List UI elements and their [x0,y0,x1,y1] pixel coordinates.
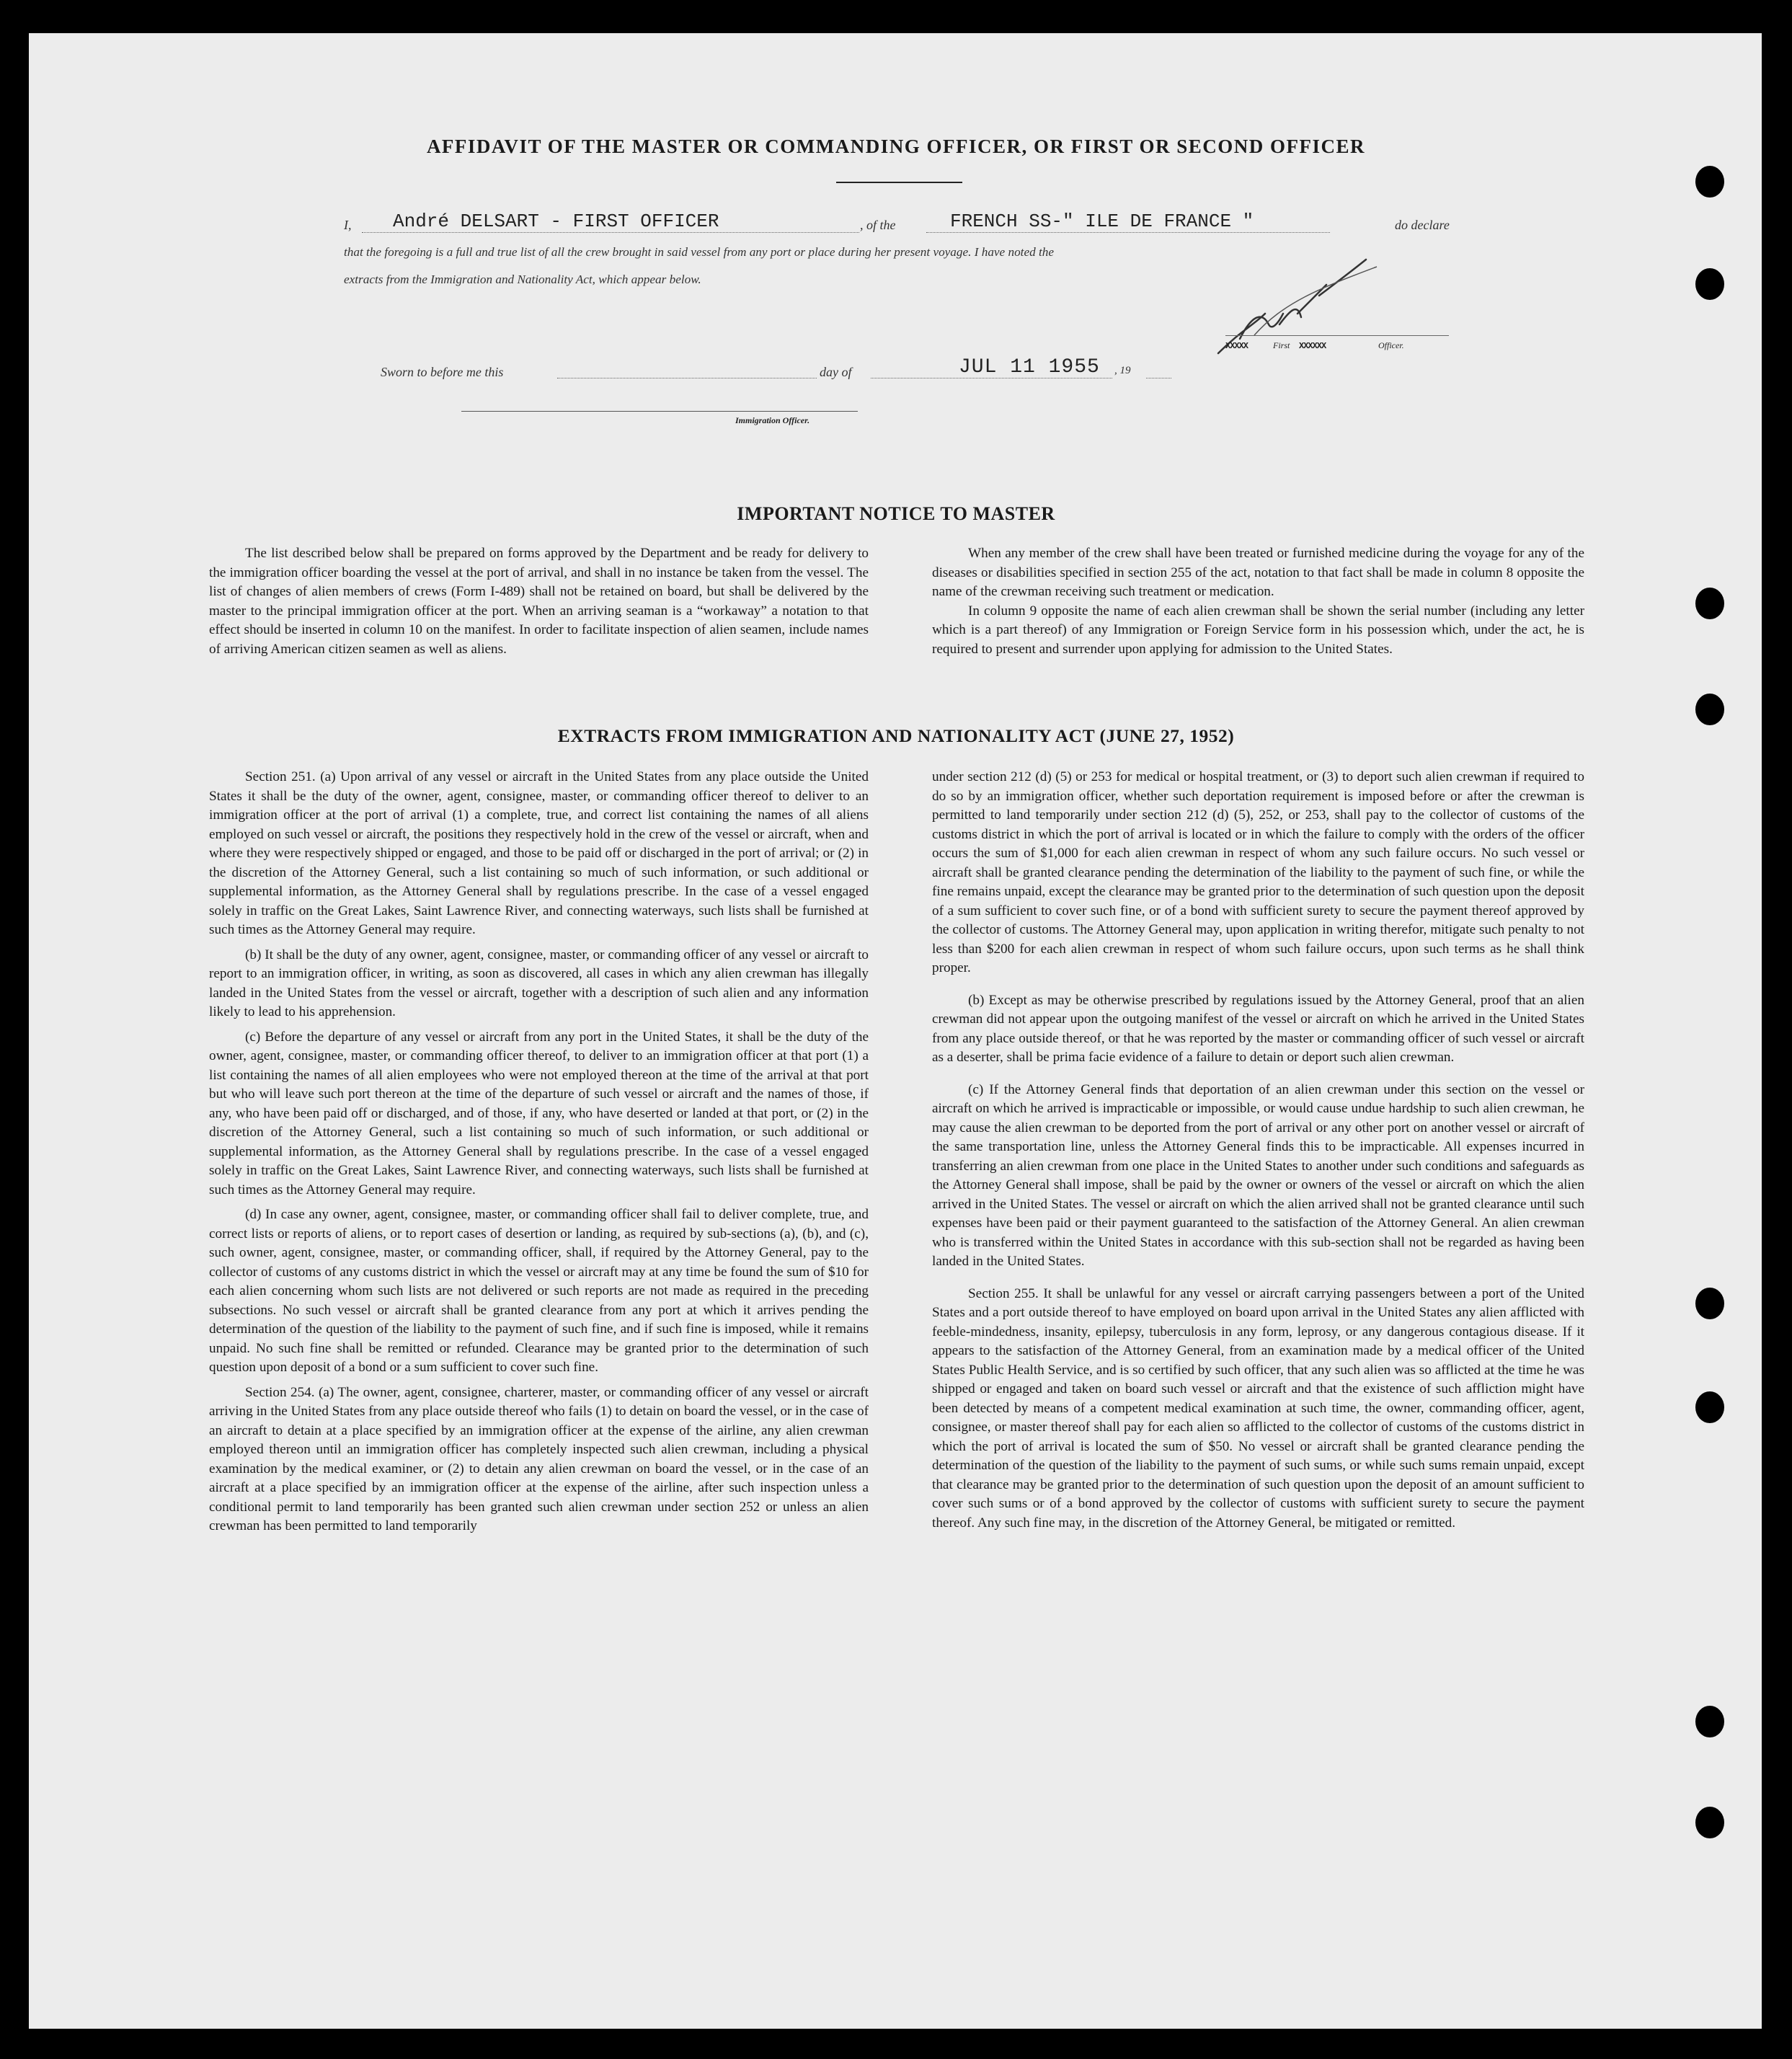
declaration-prefix: I, [344,218,352,232]
vessel-name: FRENCH SS-" ILE DE FRANCE " [950,211,1254,232]
immigration-officer-line [461,411,858,412]
punch-hole [1695,268,1724,300]
do-declare-label: do declare [1395,218,1450,232]
notice-left-column [209,544,869,665]
first-label: First [1273,340,1290,350]
section-251-d: (d) In case any owner, agent, consignee, master, or commanding officer shall fail to deliver complete, true, and correct lists or reports of aliens, or to report cases of desertion or landing, as required by sub-sections (a), (b), and (c), such owner, agent, consignee, master, or commanding officer, shall, if required by the Attorney General, pay to the collector of customs of any customs district in which the vessel or aircraft may at any time be found the sum of $10 for each alien concerning whom such lists are not delivered or such reports are not made as required in the preceding subsections. No such vessel or aircraft shall be granted clearance from any port at which it arrives pending the determination of the question of the liability to the payment of such fine, and if such fine is imposed, while it remains unpaid. No such fine shall be remitted or refunded. Clearance may be granted prior to the determination of such question upon deposit of a bond or a sum sufficient to cover such fine. [209,1207,869,1375]
punch-hole [1695,1391,1724,1423]
notice-left-paragraph: The list described below shall be prepared on forms approved by the Department and be ready for delivery to the immigration officer boarding the vessel at the port of arrival, and shall in no instance be taken from the vessel. The list of changes of alien members of crews (Form I-489) shall not be retained on board, but shall be delivered by the master to the principal immigration officer at the port. When an arriving seaman is a “workaway” a notation to that effect should be inserted in column 10 on the manifest. In order to facilitate inspection of alien seamen, include names of arriving American citizen seamen as well as aliens. [209,546,869,657]
officer-label: Officer. [1378,340,1404,350]
section-251-a: Section 251. (a) Upon arrival of any vessel or aircraft in the United States from any place outside the United States it shall be the duty of the owner, agent, consignee, master, or commanding officer thereof to deliver to an immigration officer at the port of arrival (1) a complete, true, and correct list containing the names of all aliens employed on such vessel or aircraft, the positions they respectively hold in the crew of the vessel or aircraft, when and where they were respectively shipped or engaged, and those to be paid off or discharged in the port of arrival; or (2) in the discretion of the Attorney General, such a list containing so much of such information, or such additional or supplemental information, as the Attorney General shall by regulations prescribe. In the case of a vessel engaged solely in traffic on the Great Lakes, Saint Lawrence River, and connecting waterways, such lists shall be furnished at such times as the Attorney General may require. [209,769,869,937]
punch-hole [1695,694,1724,725]
punch-hole [1695,1288,1724,1319]
sworn-label: Sworn to before me this [381,365,504,379]
section-251-b: (b) It shall be the duty of any owner, agent, consignee, master, or commanding officer of any vessel or aircraft to report to an immigration officer, in writing, as soon as discovered, all cases in which any alien crewman has illegally landed in the United States from the vessel or aircraft, together with a description of such alien and any information likely to lead to his apprehension. [209,947,869,1019]
day-of-label: day of [820,365,852,379]
punch-hole [1695,588,1724,619]
section-255: Section 255. It shall be unlawful for any vessel or aircraft carrying passengers between a port of the United States and a port outside thereof to have employed on board upon arrival in the United States any alien afflicted with feeble-mindedness, insanity, epilepsy, tuberculosis in any form, leprosy, or any dangerous contagious disease. If it appears to the satisfaction of the Attorney General, from an examination made by a medical officer of the United States Public Health Service, and is so certified by such officer, that any such alien was so afflicted at the time he was shipped or engaged and taken on board such vessel or aircraft and that the existence of such affliction might have been detected by means of a competent medical examination at such time, the owner, commanding officer, agent, consignee, or master thereof shall pay for each alien so afflicted to the collector of customs of the customs district in which the port of arrival is located the sum of $50. No vessel or aircraft shall be granted clearance pending the determination of the question of the liability to the payment of such sums, or while such sums remain unpaid, except that clearance may be granted prior to the determination of such question upon the deposit of an amount sufficient to cover such sums or of a bond approved by the collector of customs with sufficient surety to secure the payment thereof. Any such fine may, in the discretion of the Attorney General, be mitigated or remitted. [932,1285,1584,1531]
punch-hole [1695,1807,1724,1838]
affidavit-title: AFFIDAVIT OF THE MASTER OR COMMANDING OFFICER, OR FIRST OR SECOND OFFICER [426,136,1366,157]
signature-line [1225,335,1449,336]
name-blank-line [362,232,859,233]
notice-right-paragraph-1: When any member of the crew shall have been treated or furnished medicine during the voyage for any of the diseases or disabilities specified in section 255 of the act, notation to that fact shall be made in column 8 opposite the name of the crewman receiving such treatment or medication. [932,546,1584,599]
section-254-c: (c) If the Attorney General finds that deportation of an alien crewman under this section on the vessel or aircraft on which he arrived is impracticable or impossible, or would cause undue hardship to such alien crewman, he may cause the alien crewman to be deported from the port of arrival or any other port on another vessel or aircraft of the same transportation line, unless the Attorney General finds this to be impracticable. All expenses incurred in transferring an alien crewman from one place in the United States to another under such conditions and safeguards as the Attorney General shall impose, shall be paid by the owner or owners of the vessel or aircraft on which the alien arrived in the United States. The vessel or aircraft on which the alien arrived shall not be granted clearance until such expenses have been paid or their payment guaranteed to the satisfaction of the Attorney General. An alien crewman who is transferred within the United States in accordance with this sub-section shall not be regarded as having been landed in the United States. [932,1081,1584,1269]
section-254-a-continued: under section 212 (d) (5) or 253 for medical or hospital treatment, or (3) to deport such alien crewman if required to do so by an immigration officer, whether such deportation requirement is imposed before or after the crewman is permitted to land temporarily under section 212 (d) (5), 252, or 253, shall pay to the collector of customs of the customs district in which the port of arrival is located or in which the failure to comply with the orders of the officer occurs the sum of $1,000 for each alien crewman in respect of whom any such failure occurs. No such vessel or aircraft shall be granted clearance pending the determination of the liability to the payment of such fine, or while the fine remains unpaid, except the clearance may be granted prior to the determination of such question upon the deposit of a sum sufficient to cover such fine, or of a bond with sufficient surety to secure the payment thereof approved by the collector of customs. The Attorney General may, upon application in writing therefor, mitigate such penalty to not less than $200 for each alien crewman in respect of whom such failure occurs, upon such terms as he shall think proper. [932,769,1584,975]
section-254-a: Section 254. (a) The owner, agent, consignee, charterer, master, or commanding officer of any vessel or aircraft arriving in the United States from any place outside thereof who fails (1) to detain on board the vessel, or in the case of an aircraft to detain at a place specified by an immigration officer at the expense of the airline, any alien crewman employed thereon until an immigration officer has completely inspected such alien crewman, including a physical examination by the medical examiner, or (2) to detain any alien crewman on board the vessel, or in the case of an aircraft at a place specified by an immigration officer at the expense of the airline, after such inspection unless a conditional permit to land temporarily has been granted such alien crewman under section 252 or unless an alien crewman has been permitted to land temporarily [209,1384,869,1533]
immigration-officer-label: Immigration Officer. [735,415,810,425]
of-the-label: , of the [860,218,896,232]
notice-right-column [932,544,1584,665]
vessel-blank-line [926,232,1330,233]
extracts-left-column [209,768,869,1542]
punch-hole [1695,1706,1724,1737]
section-251-c: (c) Before the departure of any vessel or aircraft from any port in the United States, it shall be the duty of the owner, agent, consignee, master, or commanding officer thereof, to deliver to an immigration officer at that port (1) a list containing the names of all alien employees who were not employed thereon at the time of the arrival at that port but who will leave such port thereon at the time of the departure of such vessel or aircraft and the names of those, if any, who have been paid off or discharged, and of those, if any, who have deserted or landed at that port, or (2) in the discretion of the Attorney General, such a list containing so much of such information, or such additional or supplemental information, as the Attorney General shall by regulations prescribe. In the case of a vessel engaged solely in traffic on the Great Lakes, Saint Lawrence River, and connecting waterways, such lists shall be furnished at such times as the Attorney General may require. [209,1029,869,1197]
declarant-name: André DELSART - FIRST OFFICER [393,211,719,232]
notice-title: IMPORTANT NOTICE TO MASTER [737,503,1055,524]
date-stamp: JUL 11 1955 [959,356,1100,378]
extracts-right-column [932,768,1584,1538]
struck-second-label: XXXXXX [1299,341,1326,351]
title-rule [836,182,962,183]
year-label: , 19 [1114,365,1131,376]
declaration-line-2: that the foregoing is a full and true list of all the crew brought in said vessel from any port or place during her present voyage. I have noted the [344,245,1054,259]
extracts-title: EXTRACTS FROM IMMIGRATION AND NATIONALITY ACT (JUNE 27, 1952) [557,725,1235,746]
punch-hole [1695,166,1724,198]
section-254-b: (b) Except as may be otherwise prescribed by regulations issued by the Attorney General, proof that an alien crewman did not appear upon the outgoing manifest of the vessel or aircraft on which he arrived in the United States from any place outside thereof, or that he was reported by the master or commanding officer of such vessel or aircraft as a deserter, shall be prima facie evidence of a failure to detain or deport such alien crewman. [932,992,1584,1065]
struck-master-label: XXXXX [1225,341,1248,351]
declaration-line-3: extracts from the Immigration and Nationality Act, which appear below. [344,273,701,286]
notice-right-paragraph-2: In column 9 opposite the name of each alien crewman shall be shown the serial number (including any letter which is a part thereof) of any Immigration or Foreign Service form in his possession which, under the act, he is required to present and surrender upon applying for admission to the United States. [932,603,1584,657]
